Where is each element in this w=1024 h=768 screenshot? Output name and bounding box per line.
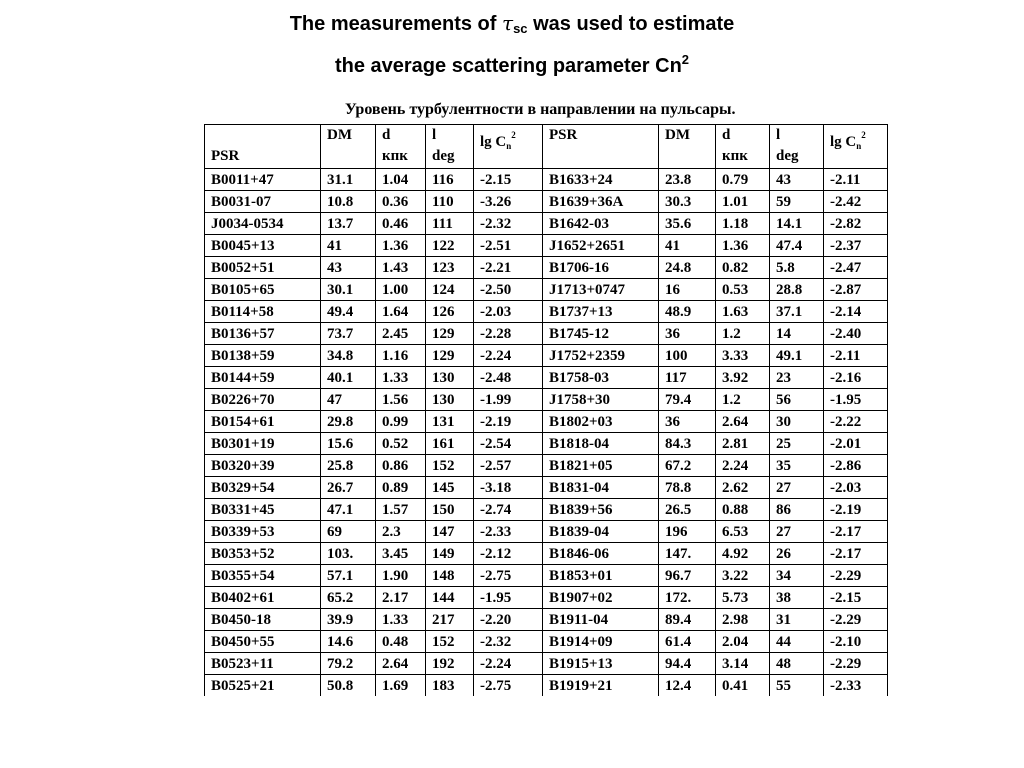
cell-psr-2: B1919+21 bbox=[543, 675, 659, 697]
table-row bbox=[205, 653, 888, 675]
cell-lg-cn2-2: -2.86 bbox=[824, 455, 888, 477]
header-row bbox=[205, 125, 888, 169]
cell-d: 1.56 bbox=[376, 389, 426, 411]
cell-d: 1.33 bbox=[376, 367, 426, 389]
cell-psr: B0136+57 bbox=[205, 323, 321, 345]
cell-l-2: 14 bbox=[770, 323, 824, 345]
cell-d: 0.52 bbox=[376, 433, 426, 455]
cell-dm: 57.1 bbox=[321, 565, 376, 587]
cell-l-2: 27 bbox=[770, 477, 824, 499]
cell-dm: 29.8 bbox=[321, 411, 376, 433]
cell-d-2: 2.24 bbox=[716, 455, 770, 477]
title-text-parameter: the average scattering parameter bbox=[334, 55, 650, 77]
cell-psr: B0052+51 bbox=[205, 257, 321, 279]
table-row bbox=[205, 543, 888, 565]
cell-d: 1.16 bbox=[376, 345, 426, 367]
cell-psr-2: J1652+2651 bbox=[543, 235, 659, 257]
cell-lg-cn2: -3.26 bbox=[474, 191, 543, 213]
table-row bbox=[205, 169, 888, 191]
cell-psr: B0105+65 bbox=[205, 279, 321, 301]
table-row bbox=[205, 609, 888, 631]
cell-lg-cn2-2: -2.03 bbox=[824, 477, 888, 499]
cell-dm: 49.4 bbox=[321, 301, 376, 323]
cell-dm-2: 67.2 bbox=[659, 455, 716, 477]
cell-l: 130 bbox=[426, 389, 474, 411]
cell-dm-2: 48.9 bbox=[659, 301, 716, 323]
cell-d: 0.46 bbox=[376, 213, 426, 235]
table-row bbox=[205, 675, 888, 697]
cell-lg-cn2: -1.99 bbox=[474, 389, 543, 411]
cell-d-2: 0.53 bbox=[716, 279, 770, 301]
cell-l: 129 bbox=[426, 323, 474, 345]
cell-dm-2: 84.3 bbox=[659, 433, 716, 455]
header-l-2: l deg bbox=[770, 125, 824, 169]
cell-dm: 79.2 bbox=[321, 653, 376, 675]
cell-psr: B0525+21 bbox=[205, 675, 321, 697]
cell-lg-cn2: -2.03 bbox=[474, 301, 543, 323]
cell-psr-2: B1907+02 bbox=[543, 587, 659, 609]
cell-dm: 15.6 bbox=[321, 433, 376, 455]
table-row bbox=[205, 389, 888, 411]
cell-l: 161 bbox=[426, 433, 474, 455]
cell-d-2: 0.88 bbox=[716, 499, 770, 521]
cell-l-2: 56 bbox=[770, 389, 824, 411]
cell-psr-2: B1911-04 bbox=[543, 609, 659, 631]
cell-dm: 39.9 bbox=[321, 609, 376, 631]
cell-lg-cn2: -2.57 bbox=[474, 455, 543, 477]
cell-l: 152 bbox=[426, 455, 474, 477]
cell-lg-cn2-2: -2.22 bbox=[824, 411, 888, 433]
cell-lg-cn2: -2.24 bbox=[474, 653, 543, 675]
header-dm-2: DM bbox=[659, 125, 716, 169]
cell-d: 1.43 bbox=[376, 257, 426, 279]
cell-lg-cn2: -2.32 bbox=[474, 631, 543, 653]
cell-lg-cn2-2: -2.19 bbox=[824, 499, 888, 521]
cell-d: 2.17 bbox=[376, 587, 426, 609]
cell-psr: B0154+61 bbox=[205, 411, 321, 433]
cell-d-2: 2.04 bbox=[716, 631, 770, 653]
cell-l: 130 bbox=[426, 367, 474, 389]
cell-lg-cn2: -2.15 bbox=[474, 169, 543, 191]
cell-l-2: 44 bbox=[770, 631, 824, 653]
cell-lg-cn2: -2.21 bbox=[474, 257, 543, 279]
cell-psr: B0450+55 bbox=[205, 631, 321, 653]
header-lg-cn2: $\lg C_n^2$ bbox=[474, 125, 543, 169]
cell-l: 123 bbox=[426, 257, 474, 279]
cell-d: 1.69 bbox=[376, 675, 426, 697]
cell-lg-cn2-2: -2.42 bbox=[824, 191, 888, 213]
cell-psr-2: B1846-06 bbox=[543, 543, 659, 565]
cell-lg-cn2-2: -2.17 bbox=[824, 543, 888, 565]
table-heading: Уровень турбулентности в направлении на пульсары. bbox=[345, 101, 736, 118]
cell-d: 3.45 bbox=[376, 543, 426, 565]
cell-l-2: 25 bbox=[770, 433, 824, 455]
cell-l-2: 86 bbox=[770, 499, 824, 521]
cell-dm: 26.7 bbox=[321, 477, 376, 499]
cell-lg-cn2-2: -2.47 bbox=[824, 257, 888, 279]
cell-dm-2: 61.4 bbox=[659, 631, 716, 653]
cell-dm: 47.1 bbox=[321, 499, 376, 521]
cell-lg-cn2-2: -2.87 bbox=[824, 279, 888, 301]
cell-lg-cn2-2: -2.11 bbox=[824, 345, 888, 367]
cell-psr: B0450-18 bbox=[205, 609, 321, 631]
cell-psr: B0320+39 bbox=[205, 455, 321, 477]
cell-lg-cn2: -2.51 bbox=[474, 235, 543, 257]
cell-dm-2: 79.4 bbox=[659, 389, 716, 411]
slide-title bbox=[0, 8, 1024, 82]
cell-d: 2.45 bbox=[376, 323, 426, 345]
cell-psr-2: B1745-12 bbox=[543, 323, 659, 345]
pulsar-turbulence-table bbox=[204, 124, 888, 696]
cell-l-2: 26 bbox=[770, 543, 824, 565]
cell-lg-cn2: -2.19 bbox=[474, 411, 543, 433]
cell-psr: B0402+61 bbox=[205, 587, 321, 609]
cell-l: 111 bbox=[426, 213, 474, 235]
cell-dm-2: 89.4 bbox=[659, 609, 716, 631]
cell-dm-2: 147. bbox=[659, 543, 716, 565]
cell-lg-cn2-2: -2.17 bbox=[824, 521, 888, 543]
cell-lg-cn2-2: -1.95 bbox=[824, 389, 888, 411]
cell-d: 1.04 bbox=[376, 169, 426, 191]
cell-psr-2: B1831-04 bbox=[543, 477, 659, 499]
cell-d-2: 1.01 bbox=[716, 191, 770, 213]
cell-d: 2.3 bbox=[376, 521, 426, 543]
cell-lg-cn2: -2.24 bbox=[474, 345, 543, 367]
cell-d-2: 0.41 bbox=[716, 675, 770, 697]
cell-psr: J0034-0534 bbox=[205, 213, 321, 235]
cell-psr: B0031-07 bbox=[205, 191, 321, 213]
table-row bbox=[205, 631, 888, 653]
cell-dm-2: 117 bbox=[659, 367, 716, 389]
cell-l: 150 bbox=[426, 499, 474, 521]
cell-l: 192 bbox=[426, 653, 474, 675]
cell-d-2: 3.14 bbox=[716, 653, 770, 675]
cell-psr: B0226+70 bbox=[205, 389, 321, 411]
cell-l: 122 bbox=[426, 235, 474, 257]
cell-l-2: 30 bbox=[770, 411, 824, 433]
cell-d: 0.89 bbox=[376, 477, 426, 499]
cell-dm-2: 26.5 bbox=[659, 499, 716, 521]
cell-l-2: 23 bbox=[770, 367, 824, 389]
cell-lg-cn2: -2.32 bbox=[474, 213, 543, 235]
cell-d: 1.33 bbox=[376, 609, 426, 631]
cell-dm-2: 78.8 bbox=[659, 477, 716, 499]
cell-lg-cn2: -2.20 bbox=[474, 609, 543, 631]
cell-psr-2: B1706-16 bbox=[543, 257, 659, 279]
cell-psr: B0011+47 bbox=[205, 169, 321, 191]
header-d: d кпк bbox=[376, 125, 426, 169]
cell-dm: 25.8 bbox=[321, 455, 376, 477]
title-text-measurements: The measurements of bbox=[289, 13, 497, 35]
cell-psr-2: B1853+01 bbox=[543, 565, 659, 587]
tau-symbol: τ bbox=[502, 11, 514, 35]
cell-l: 126 bbox=[426, 301, 474, 323]
cell-l-2: 14.1 bbox=[770, 213, 824, 235]
cell-d-2: 6.53 bbox=[716, 521, 770, 543]
cell-psr: B0355+54 bbox=[205, 565, 321, 587]
table-row bbox=[205, 367, 888, 389]
cell-d-2: 2.98 bbox=[716, 609, 770, 631]
cell-lg-cn2-2: -2.33 bbox=[824, 675, 888, 697]
cell-lg-cn2-2: -2.16 bbox=[824, 367, 888, 389]
cell-dm: 40.1 bbox=[321, 367, 376, 389]
cell-dm-2: 24.8 bbox=[659, 257, 716, 279]
cell-d: 0.36 bbox=[376, 191, 426, 213]
cell-psr: B0329+54 bbox=[205, 477, 321, 499]
cell-l: 217 bbox=[426, 609, 474, 631]
table-row bbox=[205, 477, 888, 499]
cell-d: 1.36 bbox=[376, 235, 426, 257]
header-d-2: d кпк bbox=[716, 125, 770, 169]
cell-dm: 69 bbox=[321, 521, 376, 543]
title-text-estimate: was used to estimate bbox=[533, 13, 735, 35]
cell-d: 1.00 bbox=[376, 279, 426, 301]
cell-dm: 10.8 bbox=[321, 191, 376, 213]
cell-d-2: 1.2 bbox=[716, 389, 770, 411]
cell-psr-2: J1713+0747 bbox=[543, 279, 659, 301]
cell-dm: 30.1 bbox=[321, 279, 376, 301]
cell-lg-cn2-2: -2.15 bbox=[824, 587, 888, 609]
cell-d-2: 2.81 bbox=[716, 433, 770, 455]
table-row bbox=[205, 565, 888, 587]
cell-l: 183 bbox=[426, 675, 474, 697]
cell-l-2: 43 bbox=[770, 169, 824, 191]
cell-dm-2: 196 bbox=[659, 521, 716, 543]
cell-psr: B0353+52 bbox=[205, 543, 321, 565]
cell-d-2: 1.36 bbox=[716, 235, 770, 257]
cell-lg-cn2: -2.74 bbox=[474, 499, 543, 521]
cell-dm: 65.2 bbox=[321, 587, 376, 609]
cell-d-2: 3.22 bbox=[716, 565, 770, 587]
cell-dm: 103. bbox=[321, 543, 376, 565]
cell-d: 0.86 bbox=[376, 455, 426, 477]
header-psr: PSR bbox=[205, 125, 321, 169]
cell-d: 0.99 bbox=[376, 411, 426, 433]
cell-lg-cn2-2: -2.29 bbox=[824, 609, 888, 631]
cell-dm: 34.8 bbox=[321, 345, 376, 367]
table-row bbox=[205, 213, 888, 235]
cell-d-2: 1.63 bbox=[716, 301, 770, 323]
cell-psr-2: B1915+13 bbox=[543, 653, 659, 675]
cell-l-2: 31 bbox=[770, 609, 824, 631]
cell-d-2: 0.79 bbox=[716, 169, 770, 191]
cell-psr: B0144+59 bbox=[205, 367, 321, 389]
cell-l: 131 bbox=[426, 411, 474, 433]
cell-d-2: 2.62 bbox=[716, 477, 770, 499]
cell-lg-cn2: -2.75 bbox=[474, 675, 543, 697]
table-row bbox=[205, 279, 888, 301]
cell-l-2: 27 bbox=[770, 521, 824, 543]
cell-d-2: 3.33 bbox=[716, 345, 770, 367]
cell-lg-cn2: -1.95 bbox=[474, 587, 543, 609]
table-row bbox=[205, 499, 888, 521]
cell-l-2: 35 bbox=[770, 455, 824, 477]
cell-l-2: 28.8 bbox=[770, 279, 824, 301]
cell-psr-2: B1914+09 bbox=[543, 631, 659, 653]
cell-dm: 73.7 bbox=[321, 323, 376, 345]
cell-d-2: 5.73 bbox=[716, 587, 770, 609]
cell-l-2: 38 bbox=[770, 587, 824, 609]
cell-psr-2: J1758+30 bbox=[543, 389, 659, 411]
cell-dm-2: 100 bbox=[659, 345, 716, 367]
cell-dm-2: 41 bbox=[659, 235, 716, 257]
cell-psr: B0114+58 bbox=[205, 301, 321, 323]
cell-psr: B0331+45 bbox=[205, 499, 321, 521]
cell-dm: 50.8 bbox=[321, 675, 376, 697]
cell-l-2: 59 bbox=[770, 191, 824, 213]
cell-lg-cn2: -2.50 bbox=[474, 279, 543, 301]
header-lg-cn2-2: $\lg C_n^2$ bbox=[824, 125, 888, 169]
cell-lg-cn2: -2.33 bbox=[474, 521, 543, 543]
cell-psr-2: J1752+2359 bbox=[543, 345, 659, 367]
cell-d-2: 1.2 bbox=[716, 323, 770, 345]
cell-dm-2: 94.4 bbox=[659, 653, 716, 675]
cell-dm-2: 30.3 bbox=[659, 191, 716, 213]
table-row bbox=[205, 191, 888, 213]
cn-symbol: Cn bbox=[655, 55, 682, 77]
cell-psr-2: B1639+36A bbox=[543, 191, 659, 213]
cell-l: 116 bbox=[426, 169, 474, 191]
header-dm: DM bbox=[321, 125, 376, 169]
table-body bbox=[205, 125, 888, 697]
table-row bbox=[205, 411, 888, 433]
cell-d-2: 4.92 bbox=[716, 543, 770, 565]
cell-lg-cn2-2: -2.37 bbox=[824, 235, 888, 257]
table-row bbox=[205, 433, 888, 455]
cell-d: 0.48 bbox=[376, 631, 426, 653]
cell-l-2: 5.8 bbox=[770, 257, 824, 279]
cell-lg-cn2: -2.75 bbox=[474, 565, 543, 587]
cell-d-2: 0.82 bbox=[716, 257, 770, 279]
cell-d: 1.57 bbox=[376, 499, 426, 521]
cell-l-2: 49.1 bbox=[770, 345, 824, 367]
cell-psr-2: B1633+24 bbox=[543, 169, 659, 191]
cell-d-2: 1.18 bbox=[716, 213, 770, 235]
cell-l: 145 bbox=[426, 477, 474, 499]
table-row bbox=[205, 323, 888, 345]
cell-dm-2: 96.7 bbox=[659, 565, 716, 587]
cell-lg-cn2: -3.18 bbox=[474, 477, 543, 499]
cell-dm-2: 36 bbox=[659, 323, 716, 345]
cell-dm-2: 36 bbox=[659, 411, 716, 433]
table-row bbox=[205, 301, 888, 323]
cell-d-2: 3.92 bbox=[716, 367, 770, 389]
cell-dm: 31.1 bbox=[321, 169, 376, 191]
cell-dm: 41 bbox=[321, 235, 376, 257]
cell-l-2: 37.1 bbox=[770, 301, 824, 323]
cell-l: 147 bbox=[426, 521, 474, 543]
cell-psr-2: B1737+13 bbox=[543, 301, 659, 323]
cell-psr-2: B1802+03 bbox=[543, 411, 659, 433]
table-row bbox=[205, 587, 888, 609]
cell-psr: B0523+11 bbox=[205, 653, 321, 675]
cell-l-2: 48 bbox=[770, 653, 824, 675]
cell-l: 124 bbox=[426, 279, 474, 301]
cell-l: 129 bbox=[426, 345, 474, 367]
cell-lg-cn2-2: -2.40 bbox=[824, 323, 888, 345]
cell-psr-2: B1642-03 bbox=[543, 213, 659, 235]
cell-dm-2: 23.8 bbox=[659, 169, 716, 191]
cell-lg-cn2-2: -2.14 bbox=[824, 301, 888, 323]
cell-l: 149 bbox=[426, 543, 474, 565]
cell-psr: B0301+19 bbox=[205, 433, 321, 455]
cell-lg-cn2: -2.28 bbox=[474, 323, 543, 345]
cell-l: 110 bbox=[426, 191, 474, 213]
cell-dm-2: 35.6 bbox=[659, 213, 716, 235]
cell-d-2: 2.64 bbox=[716, 411, 770, 433]
cell-dm: 14.6 bbox=[321, 631, 376, 653]
header-l: l deg bbox=[426, 125, 474, 169]
cell-d: 2.64 bbox=[376, 653, 426, 675]
cell-lg-cn2-2: -2.29 bbox=[824, 653, 888, 675]
cell-lg-cn2: -2.48 bbox=[474, 367, 543, 389]
cell-d: 1.64 bbox=[376, 301, 426, 323]
cell-psr-2: B1839+56 bbox=[543, 499, 659, 521]
cell-psr-2: B1818-04 bbox=[543, 433, 659, 455]
table-row bbox=[205, 235, 888, 257]
cell-l: 152 bbox=[426, 631, 474, 653]
cell-l-2: 34 bbox=[770, 565, 824, 587]
cell-lg-cn2-2: -2.29 bbox=[824, 565, 888, 587]
table-row bbox=[205, 521, 888, 543]
cell-dm: 47 bbox=[321, 389, 376, 411]
table-row bbox=[205, 257, 888, 279]
table-row bbox=[205, 345, 888, 367]
cell-d: 1.90 bbox=[376, 565, 426, 587]
cell-l-2: 47.4 bbox=[770, 235, 824, 257]
cell-psr-2: B1821+05 bbox=[543, 455, 659, 477]
cell-dm-2: 172. bbox=[659, 587, 716, 609]
cell-l: 144 bbox=[426, 587, 474, 609]
title-line-2 bbox=[0, 44, 1024, 82]
cell-l: 148 bbox=[426, 565, 474, 587]
cell-dm: 43 bbox=[321, 257, 376, 279]
cell-dm-2: 16 bbox=[659, 279, 716, 301]
cell-lg-cn2: -2.54 bbox=[474, 433, 543, 455]
cn-exponent: 2 bbox=[681, 52, 690, 67]
cell-psr: B0339+53 bbox=[205, 521, 321, 543]
cell-lg-cn2: -2.12 bbox=[474, 543, 543, 565]
tau-subscript: sc bbox=[513, 21, 528, 36]
cell-l-2: 55 bbox=[770, 675, 824, 697]
cell-lg-cn2-2: -2.10 bbox=[824, 631, 888, 653]
title-line-1 bbox=[0, 8, 1024, 44]
header-psr-2: PSR bbox=[543, 125, 659, 169]
cell-psr-2: B1839-04 bbox=[543, 521, 659, 543]
cell-lg-cn2-2: -2.01 bbox=[824, 433, 888, 455]
table-row bbox=[205, 455, 888, 477]
cell-psr: B0045+13 bbox=[205, 235, 321, 257]
cell-lg-cn2-2: -2.11 bbox=[824, 169, 888, 191]
cell-lg-cn2-2: -2.82 bbox=[824, 213, 888, 235]
cell-dm-2: 12.4 bbox=[659, 675, 716, 697]
cell-dm: 13.7 bbox=[321, 213, 376, 235]
cell-psr-2: B1758-03 bbox=[543, 367, 659, 389]
cell-psr: B0138+59 bbox=[205, 345, 321, 367]
